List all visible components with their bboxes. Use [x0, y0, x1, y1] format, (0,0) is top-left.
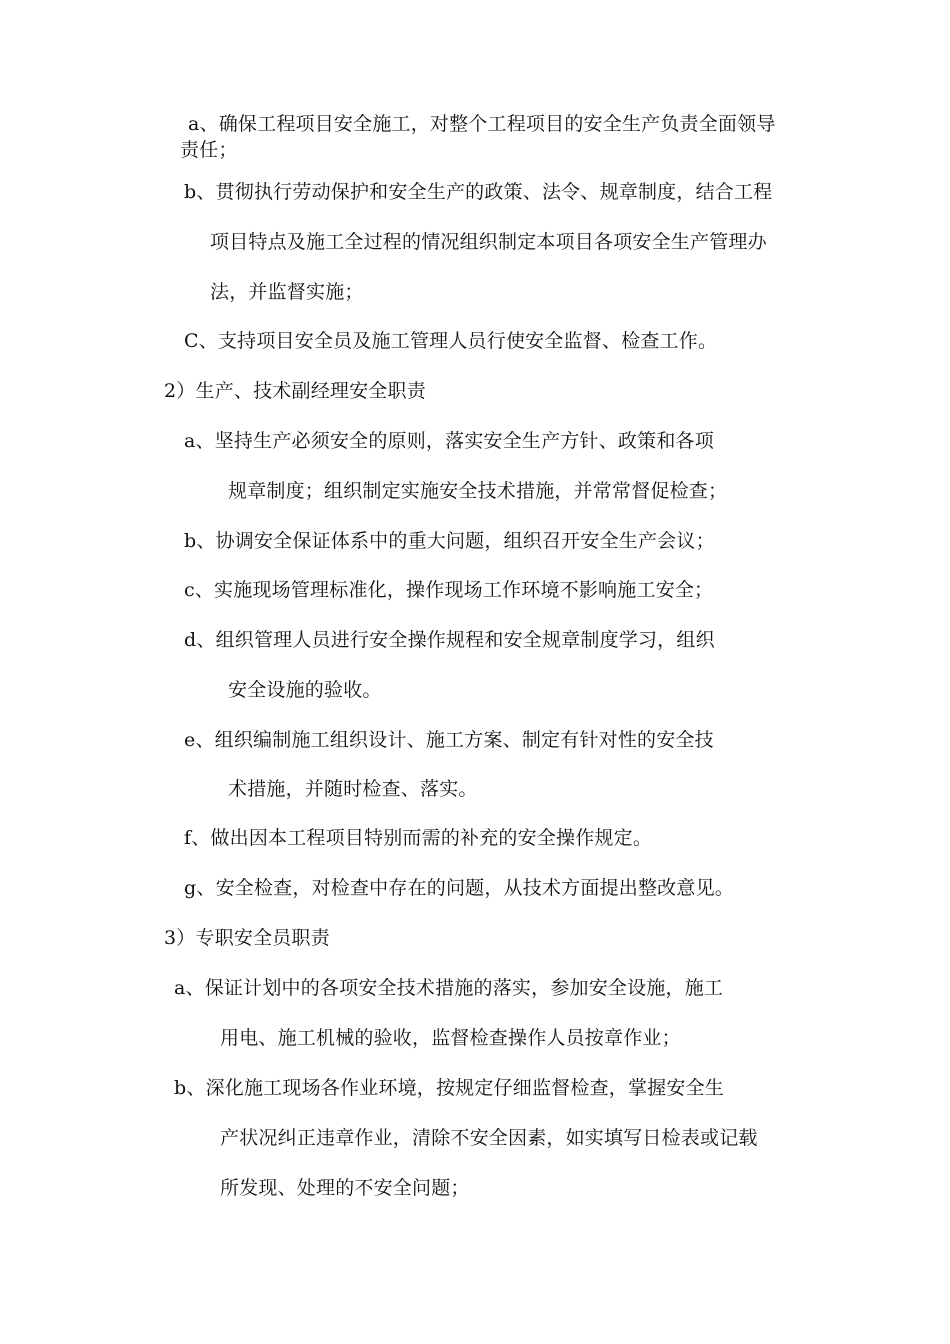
text-line: 法，并监督实施；	[210, 281, 364, 303]
text-line: 规章制度；组织制定实施安全技术措施，并常常督促检查；	[228, 480, 728, 502]
text-line: 术措施，并随时检查、落实。	[228, 778, 478, 800]
text-line: d、组织管理人员进行安全操作规程和安全规章制度学习，组织	[184, 629, 715, 651]
text-line: 产状况纠正违章作业，清除不安全因素，如实填写日检表或记载	[220, 1127, 758, 1149]
text-line: b、贯彻执行劳动保护和安全生产的政策、法令、规章制度，结合工程	[184, 181, 773, 203]
text-line: g、安全检查，对检查中存在的问题，从技术方面提出整改意见。	[184, 877, 734, 899]
text-line: a、坚持生产必须安全的原则，落实安全生产方针、政策和各项	[184, 430, 714, 452]
text-line: 安全设施的验收。	[228, 679, 382, 701]
text-line: 用电、施工机械的验收，监督检查操作人员按章作业；	[220, 1027, 681, 1049]
section-heading: 2）生产、技术副经理安全职责	[164, 380, 426, 402]
text-line: c、实施现场管理标准化，操作现场工作环境不影响施工安全；	[184, 579, 714, 601]
text-line: a、保证计划中的各项安全技术措施的落实，参加安全设施，施工	[174, 977, 724, 999]
text-line: 所发现、处理的不安全问题；	[220, 1177, 470, 1199]
section-heading: 3）专职安全员职责	[164, 927, 330, 949]
text-line: 责任；	[180, 139, 238, 161]
text-line: 项目特点及施工全过程的情况组织制定本项目各项安全生产管理办	[210, 231, 767, 253]
text-line: f、做出因本工程项目特别而需的补充的安全操作规定。	[184, 827, 653, 849]
text-line: b、深化施工现场各作业环境，按规定仔细监督检查，掌握安全生	[174, 1077, 724, 1099]
text-line: C、支持项目安全员及施工管理人员行使安全监督、检查工作。	[184, 330, 718, 352]
text-line: e、组织编制施工组织设计、施工方案、制定有针对性的安全技	[184, 729, 714, 751]
text-line: b、协调安全保证体系中的重大问题，组织召开安全生产会议；	[184, 530, 715, 552]
text-line: a、确保工程项目安全施工，对整个工程项目的安全生产负责全面领导	[188, 113, 776, 135]
